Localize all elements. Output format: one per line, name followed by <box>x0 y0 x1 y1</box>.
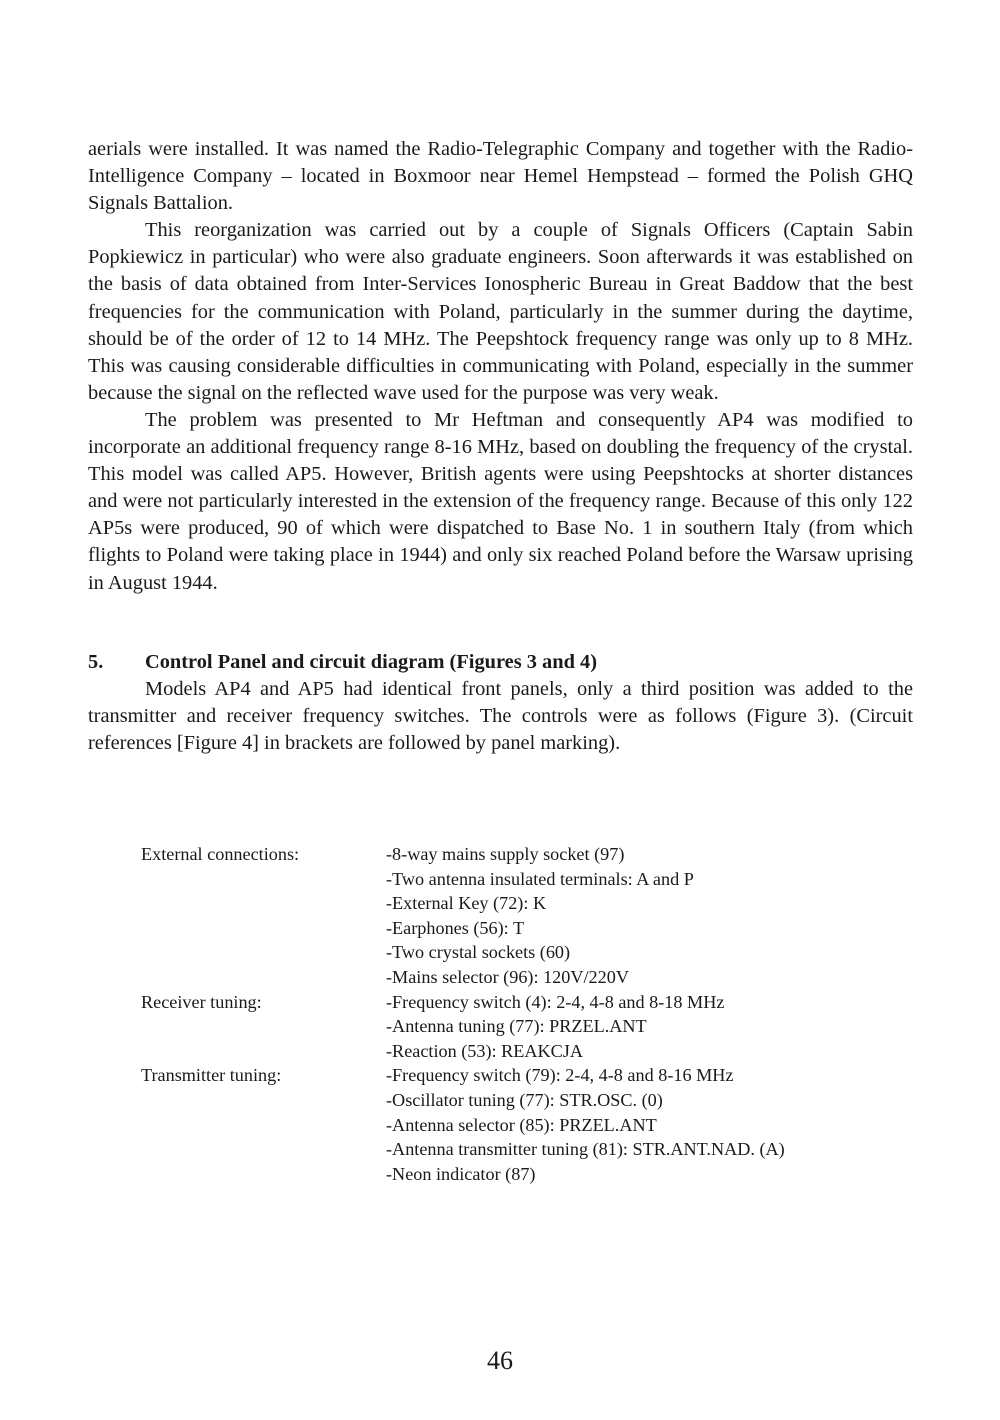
paragraph-reorganization: This reorganization was carried out by a couple of Signals Officers (Captain Sabin Popkiewicz in particular) who were also graduate engineers. Soon afterwards it was established on the basis of data obtained from Inter-Services Ionospheric Bureau in Great Baddow that the best frequencies for the communication with Poland, particularly in the summer during the daytime, should be of the order of 12 to 14 MHz. The Peepshtock frequency range was only up to 8 MHz. This was causing considerable difficulties in communicating with Poland, especially in the summer because the signal on the reflected wave used for the purpose was very weak. <box>88 219 913 404</box>
section-title: Control Panel and circuit diagram (Figures 3 and 4) <box>145 650 597 673</box>
group-items <box>386 990 901 1064</box>
controls-group-transmitter <box>141 1063 901 1186</box>
list-item: -Antenna selector (85): PRZEL.ANT <box>386 1114 657 1135</box>
section-intro: Models AP4 and AP5 had identical front panels, only a third position was added to the transmitter and receiver frequency switches. The controls were as follows (Figure 3). (Circuit references [Figure 4] in brackets are followed by panel marking). <box>88 677 913 754</box>
list-item: -Two crystal sockets (60) <box>386 942 571 963</box>
list-item: -Oscillator tuning (77): STR.OSC. (0) <box>386 1089 663 1110</box>
list-item: -Antenna tuning (77): PRZEL.ANT <box>386 1016 647 1037</box>
list-item: -Mains selector (96): 120V/220V <box>386 966 629 987</box>
controls-group-receiver <box>141 990 901 1064</box>
list-item: -Two antenna insulated terminals: A and P <box>386 868 694 889</box>
list-item: -8-way mains supply socket (97) <box>386 844 625 864</box>
list-item: -External Key (72): K <box>386 893 547 914</box>
group-label: Receiver tuning: <box>141 991 262 1012</box>
group-items <box>386 842 901 990</box>
section-heading <box>88 649 913 676</box>
controls-list <box>141 842 901 1186</box>
list-item: -Frequency switch (4): 2-4, 4-8 and 8-18 MHz <box>386 991 725 1012</box>
list-item: -Neon indicator (87) <box>386 1163 536 1184</box>
paragraph-battalion: aerials were installed. It was named the Radio-Telegraphic Company and together with the Radio-Intelligence Company – located in Boxmoor near Hemel Hempstead – formed the Polish GHQ Signals Battalion. <box>88 138 913 215</box>
group-label: External connections: <box>141 844 300 864</box>
page-number: 46 <box>487 1346 513 1375</box>
group-items <box>386 1063 901 1186</box>
list-item: -Earphones (56): T <box>386 917 525 938</box>
group-label: Transmitter tuning: <box>141 1065 282 1086</box>
list-item: -Antenna transmitter tuning (81): STR.ANT.NAD. (A) <box>386 1139 785 1160</box>
section-number: 5. <box>88 650 104 673</box>
page-body <box>88 136 913 757</box>
paragraph-ap5: The problem was presented to Mr Heftman and consequently AP4 was modified to incorporate an additional frequency range 8-16 MHz, based on doubling the frequency of the crystal. This model was called AP5. However, British agents were using Peepshtocks at shorter distances and were not particularly interested in the extension of the frequency range. Because of this only 122 AP5s were produced, 90 of which were dispatched to Base No. 1 in southern Italy (from which flights to Poland were taking place in 1944) and only six reached Poland before the Warsaw uprising in August 1944. <box>88 408 913 594</box>
list-item: -Reaction (53): REAKCJA <box>386 1040 583 1061</box>
list-item: -Frequency switch (79): 2-4, 4-8 and 8-16 MHz <box>386 1065 734 1086</box>
controls-group-external <box>141 842 901 990</box>
